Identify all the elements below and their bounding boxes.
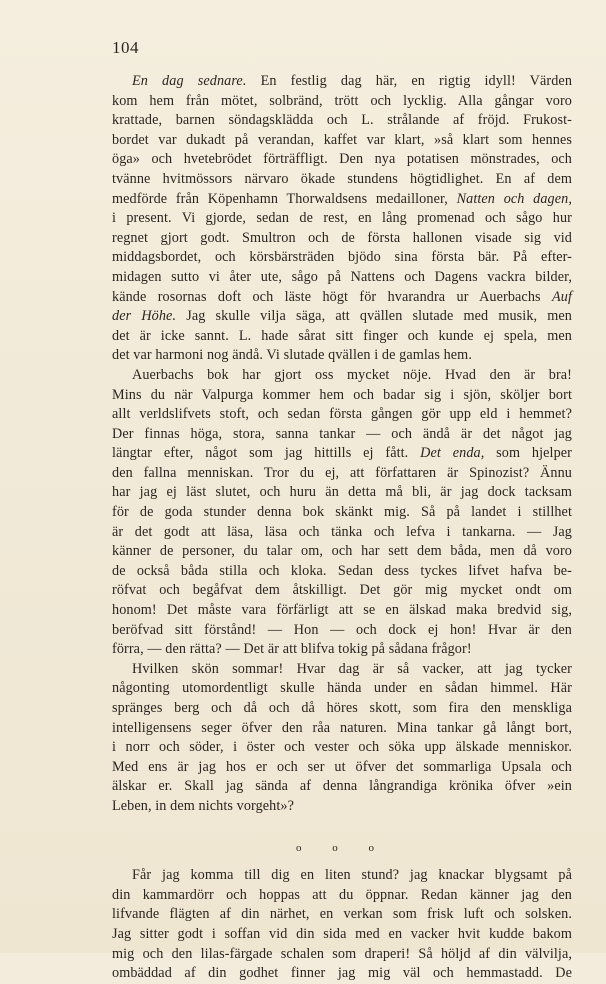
line-text: krattade, barnen söndagsklädda och L. strålande af fröjd. Frukost- — [112, 112, 572, 129]
line-text: intelligensens seger öfver den råa naturen. Mina tankar gå långt bort, — [112, 719, 572, 736]
line-text: älskar er. Skall jag sända af denna långrandiga krönika öfver »ein — [112, 778, 572, 795]
text-line — [112, 886, 572, 906]
text-section-2 — [112, 866, 572, 984]
text-line — [112, 640, 572, 660]
line-text: Med ens är jag hos er och ser ut öfver det sommarliga Upsala och — [112, 758, 572, 775]
line-text: Leben, in dem nichts vorgeht»? — [112, 797, 295, 814]
text-line — [112, 601, 572, 621]
line-text: regnet gjort godt. Smultron och de första hallonen visade sig vid — [112, 229, 572, 246]
text-line — [112, 366, 572, 386]
text-line — [112, 346, 572, 366]
text-line — [112, 229, 572, 249]
text-line — [112, 92, 572, 112]
text-line — [112, 190, 572, 210]
line-text: allt verldslifvets stoft, och sedan första gången gör upp eld i hemmet? — [112, 406, 572, 423]
line-text: de också båda stilla och kloka. Sedan dess tyckes lifvet hafva be- — [112, 562, 572, 579]
text-line — [112, 72, 572, 92]
text-line — [112, 562, 572, 582]
italic-text: En dag sednare. — [132, 73, 247, 89]
text-line — [112, 660, 572, 680]
text-line — [112, 248, 572, 268]
line-text: Jag sitter godt i soffan vid din sida med en vacker hvit kudde bakom — [112, 925, 572, 942]
line-text: har jag ej läst slutet, och huru än detta må bli, är jag dock tacksam — [112, 484, 572, 501]
line-text: mig och den lilas-färgade schalen som draperi! Så höljd af din välvilja, — [112, 945, 572, 962]
text-line — [112, 925, 572, 945]
line-text: Jag skulle vilja säga, att qvällen slutade med musik, men — [176, 308, 572, 325]
line-text: Hvilken skön sommar! Hvar dag är så vacker, att jag tycker — [132, 660, 572, 677]
body-text — [112, 72, 572, 984]
line-text: Auerbachs bok har gjort oss mycket nöje. Hvad den är bra! — [132, 366, 572, 383]
text-line — [112, 777, 572, 797]
line-text: längtar efter, något som jag hittills ej fått. — [112, 445, 421, 462]
line-text: och dagen, — [495, 190, 572, 207]
text-line — [112, 581, 572, 601]
text-line — [112, 425, 572, 445]
line-text: det var harmoni nog ändå. Vi slutade qvällen i de gamlas hem. — [112, 347, 472, 364]
text-line — [112, 131, 572, 151]
italic-text: Auf — [551, 288, 572, 305]
text-line — [112, 483, 572, 503]
text-line — [112, 866, 572, 886]
text-line — [112, 797, 572, 817]
text-line — [112, 288, 572, 308]
text-line — [112, 523, 572, 543]
line-text: spränges berg och då och då höres skott, som fira den menskliga — [112, 700, 572, 716]
line-text: lifvande flägten af din närhet, en verkan som frisk luft och solsken. — [112, 906, 572, 923]
line-text: middagsbordet, och körsbärsträden bjödo sina första bär. På efter- — [112, 249, 572, 266]
line-text: är det godt att läsa, läsa och tänka och lefva i tankarna. — Jag — [112, 523, 572, 540]
text-line — [112, 170, 572, 190]
text-line — [112, 268, 572, 288]
text-line — [112, 386, 572, 406]
text-line — [112, 758, 572, 778]
text-line — [112, 111, 572, 131]
line-text: beröfvad sitt förstånd! — Hon — och dock ej hon! Hvar är den — [112, 621, 572, 638]
line-text: kom hem från mötet, solbränd, trött och lycklig. Alla gångar voro — [112, 92, 572, 109]
section-separator: o o o — [296, 841, 388, 854]
line-text: din kammardörr och hoppas att du öppnar. Redan känner jag den — [112, 886, 572, 903]
text-line — [112, 699, 572, 719]
line-text: tvänne hvitmössors närvaro ökade stundens högtidlighet. En af dem — [112, 170, 572, 187]
text-line — [112, 945, 572, 965]
line-text: medförde från Köpenhamn Thorwaldsens medailloner, — [112, 190, 457, 207]
line-text: Der finnas höga, stora, sanna tankar — och ändå är det något jag — [112, 425, 572, 442]
italic-text: Natten — [456, 190, 495, 207]
line-text: Mins du när Valpurga kommer hem och badar sig i sjön, sköljer bort — [112, 386, 572, 403]
text-line — [112, 738, 572, 758]
line-text: förra, — den rätta? — Det är att blifva tokig på sådana frågor! — [112, 641, 472, 658]
text-line — [112, 503, 572, 523]
line-text: öga» och hvetebrödet förträffligt. Den nya potatisen mönstrades, och — [112, 151, 572, 168]
text-line — [112, 464, 572, 484]
line-text: känner de personer, du talar om, och har sett dem båda, men då voro — [112, 543, 572, 560]
text-line — [112, 542, 572, 562]
line-text: som hjelper — [484, 445, 573, 462]
text-line — [112, 905, 572, 925]
text-line — [112, 209, 572, 229]
text-line — [112, 444, 572, 464]
line-text: i present. Vi gjorde, sedan de rest, en lång promenad och sågo hur — [112, 210, 572, 227]
line-text: i norr och söder, i öster och vester och söka upp älskade menniskor. — [112, 739, 572, 756]
text-line — [112, 621, 572, 641]
text-section-1 — [112, 72, 572, 817]
text-line — [112, 679, 572, 699]
line-text: någonting utomordentligt skulle hända under en sådan himmel. Här — [112, 680, 572, 697]
line-text: bordet var dukadt på verandan, kaffet var klart, »så klart som hennes — [112, 131, 572, 148]
line-text: En festlig dag här, en rigtig idyll! Värden — [246, 73, 573, 89]
text-line — [112, 964, 572, 984]
line-text: den fallna menniskan. Tror du ej, att författaren är Spinozist? Ännu — [112, 464, 572, 481]
page-number: 104 — [112, 38, 139, 57]
line-text: för de goda stunder denna bok skänkt mig. Så på landet i stillhet — [112, 504, 572, 521]
line-text: honom! Det måste vara förfärligt att se en älskad maka bredvid sig, — [112, 602, 572, 619]
italic-text: der Höhe. — [112, 308, 177, 325]
text-line — [112, 327, 572, 347]
line-text: det är icke sannt. L. hade sårat sitt finger och kunde ej spela, men — [112, 327, 572, 344]
line-text: röfvat och begåfvat dem åtskilligt. Det gör mig mycket ondt om — [112, 582, 572, 599]
text-line — [112, 405, 572, 425]
line-text: kände rosornas doft och läste högt för hvarandra ur Auerbachs — [112, 288, 552, 305]
line-text: Får jag komma till dig en liten stund? jag knackar blygsamt på — [132, 867, 572, 884]
text-line — [112, 150, 572, 170]
line-text: ombäddad af din godhet finner jag mig väl och hemmastadd. De — [112, 965, 572, 982]
line-text: midagen sutto vi åter ute, sågo på Nattens och Dagens vackra bilder, — [112, 268, 572, 285]
text-line — [112, 719, 572, 739]
text-line — [112, 307, 572, 327]
italic-text: Det enda, — [420, 445, 485, 462]
